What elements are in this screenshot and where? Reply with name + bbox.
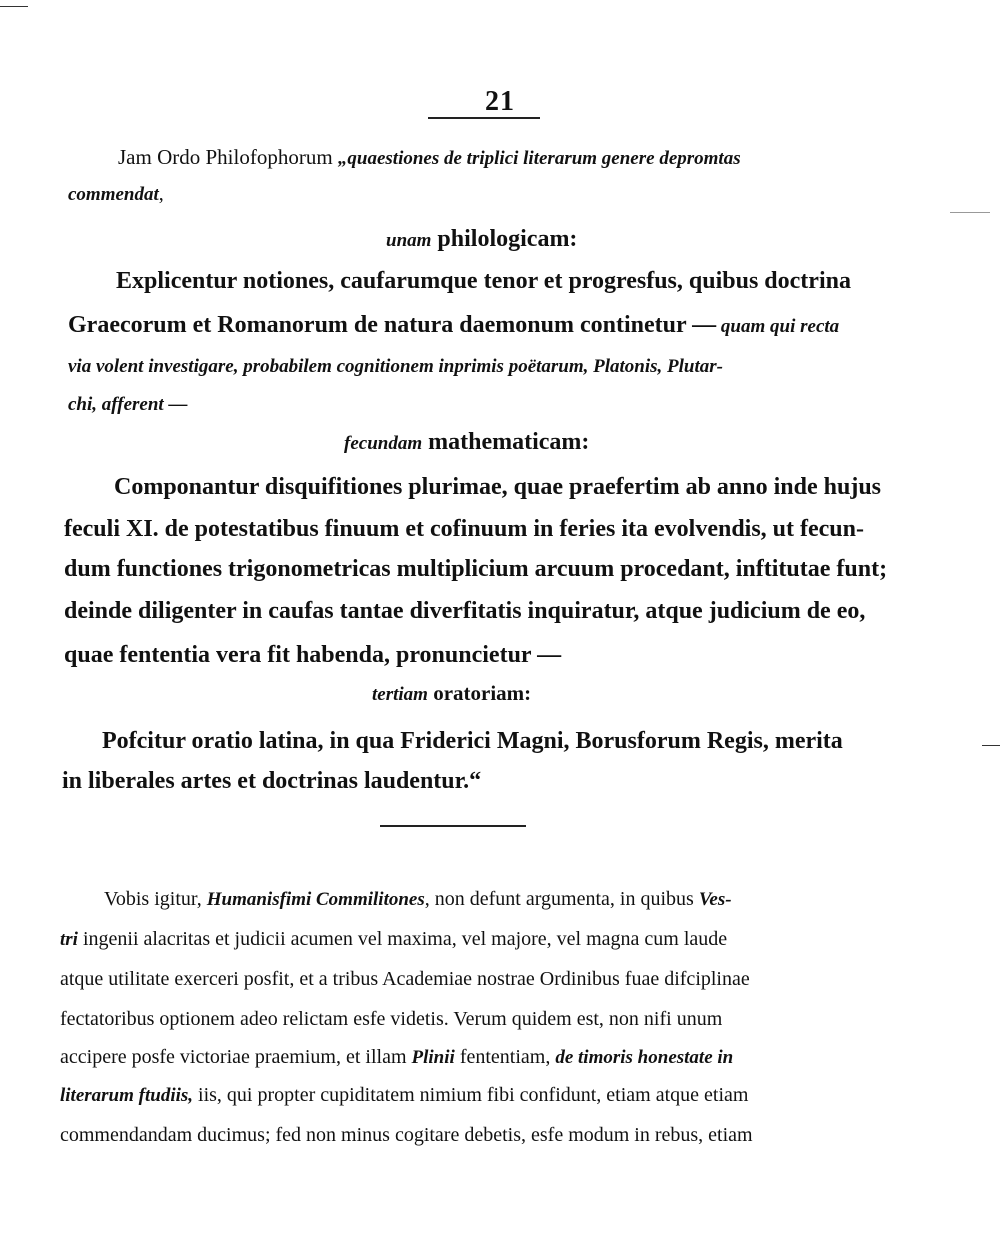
mathematica-line-4: deinde diligenter in caufas tantae diverfitatis inquiratur, atque judicium de eo, <box>64 598 866 624</box>
philologica-line-2 <box>68 312 839 339</box>
closing-line-6 <box>60 1084 748 1107</box>
closing-italic: de timoris honestate in <box>555 1047 734 1068</box>
mathematica-line-1: Componantur disquifitiones plurimae, quae praefertim ab anno inde hujus <box>114 474 882 500</box>
oratoria-heading-text: oratoriam: <box>427 681 532 705</box>
mathematica-line-3: dum functiones trigonometricas multiplicium arcuum procedant, inftitutae funt; <box>64 556 888 582</box>
philologica-line-3: via volent investigare, probabilem cognitionem inprimis poëtarum, Platonis, Plutar- <box>68 356 723 377</box>
mathematica-heading-text: mathematicam: <box>422 429 590 455</box>
opening-line-2-tail: , <box>158 183 164 205</box>
closing-italic: literarum ftudiis, <box>60 1085 194 1106</box>
closing-text: Vobis igitur, <box>104 888 207 910</box>
closing-line-2 <box>60 928 727 951</box>
philologica-line-1: Explicentur notiones, caufarumque tenor et progresfus, quibus doctrina <box>116 268 851 294</box>
section-separator <box>380 825 526 827</box>
philologica-heading <box>386 226 577 253</box>
oratoria-line-1: Pofcitur oratio latina, in qua Friderici Magni, Borusforum Regis, merita <box>102 728 843 754</box>
page-number-rule <box>428 117 540 119</box>
closing-italic: Plinii <box>411 1047 455 1068</box>
mathematica-heading-italic: fecundam <box>344 433 423 454</box>
oratoria-heading-italic: tertiam <box>372 684 428 705</box>
scan-mark <box>982 745 1000 746</box>
closing-italic: Humanisfimi Commilitones <box>206 889 425 910</box>
opening-quote: „quaestiones de triplici literarum genere depromtas <box>337 148 741 169</box>
closing-italic: tri <box>60 929 78 950</box>
opening-line-2-italic: commendat <box>68 184 159 205</box>
mathematica-line-2: feculi XI. de potestatibus finuum et cofinuum in feries ita evolvendis, ut fecun- <box>64 516 864 542</box>
philologica-line-2-italic: quam qui recta <box>716 316 840 337</box>
closing-line-5 <box>60 1046 733 1069</box>
philologica-line-4: chi, afferent — <box>68 394 188 415</box>
closing-text: accipere posfe victoriae praemium, et illam <box>60 1046 412 1068</box>
opening-start: Jam Ordo Philofophorum <box>118 145 338 169</box>
closing-line-7: commendandam ducimus; fed non minus cogitare debetis, esfe modum in rebus, etiam <box>60 1124 753 1146</box>
closing-text: , non defunt argumenta, in quibus <box>424 888 699 910</box>
opening-line-2 <box>68 183 164 206</box>
philologica-heading-italic: unam <box>386 230 432 251</box>
scan-mark <box>950 212 990 213</box>
closing-line-1 <box>104 888 732 911</box>
scan-mark <box>0 6 28 7</box>
mathematica-line-5: quae fententia vera fit habenda, pronuncietur — <box>64 642 562 668</box>
philologica-heading-text: philologicam: <box>431 226 578 252</box>
page-number: 21 <box>485 86 515 117</box>
closing-text: fententiam, <box>454 1046 556 1068</box>
philologica-line-2-text: Graecorum et Romanorum de natura daemonum continetur — <box>68 312 717 338</box>
opening-line-1 <box>118 145 741 170</box>
mathematica-heading <box>344 429 589 456</box>
oratoria-heading <box>372 681 531 706</box>
closing-text: ingenii alacritas et judicii acumen vel maxima, vel majore, vel magna cum laude <box>77 928 728 950</box>
oratoria-line-2: in liberales artes et doctrinas laudentur.“ <box>62 768 482 794</box>
closing-line-4: fectatoribus optionem adeo relictam esfe videtis. Verum quidem est, non nifi unum <box>60 1008 723 1030</box>
closing-italic: Ves- <box>698 889 732 910</box>
closing-line-3: atque utilitate exerceri posfit, et a tribus Academiae nostrae Ordinibus fuae difciplinae <box>60 968 750 990</box>
closing-text: iis, qui propter cupiditatem nimium fibi confidunt, etiam atque etiam <box>193 1084 749 1106</box>
